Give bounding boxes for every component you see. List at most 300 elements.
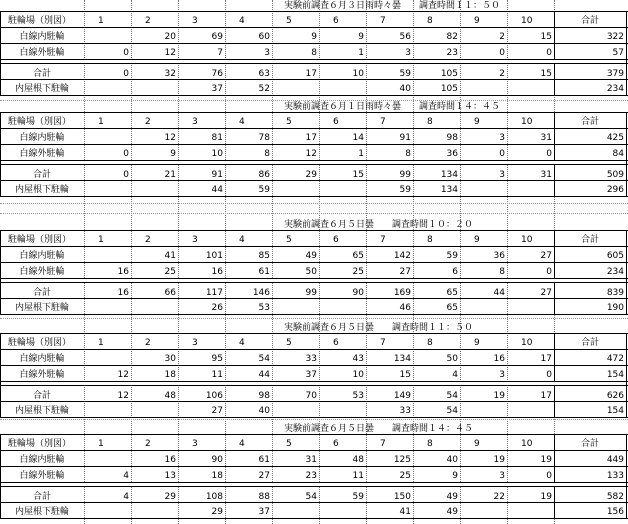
cell-value: 12 — [305, 149, 317, 159]
cell-value: 146 — [252, 288, 270, 298]
table-title: 実験前調査６月５日曇 調査時間１１：５０ — [284, 323, 474, 333]
column-header: 3 — [192, 235, 198, 245]
row-total-value: 379 — [606, 69, 624, 79]
row-gap — [1, 60, 626, 63]
cell-value: 29 — [164, 492, 176, 502]
table-title: 実験前調査６月１日雨時々曇 調査時間１４：４５ — [284, 102, 501, 112]
column-header: 8 — [427, 117, 433, 127]
cell-value — [319, 185, 364, 196]
cell-value: 17 — [305, 133, 317, 143]
column-header: 6 — [333, 16, 339, 26]
cell-value: 25 — [164, 267, 176, 277]
cell-value: 44 — [493, 288, 505, 298]
cell-value: 65 — [446, 303, 458, 313]
cell-value: 0 — [546, 471, 552, 481]
cell-value: 0 — [499, 48, 505, 58]
column-header: 10 — [521, 117, 533, 127]
row-label-total: 合計 — [32, 288, 51, 298]
table-border — [626, 230, 627, 314]
column-header: 4 — [239, 338, 245, 348]
cell-value: 9 — [358, 32, 364, 42]
column-header: 5 — [286, 439, 292, 449]
cell-value: 10 — [352, 370, 364, 380]
cell-value — [272, 406, 317, 417]
cell-value — [507, 84, 552, 95]
cell-value: 134 — [440, 170, 458, 180]
cell-value: 7 — [217, 48, 223, 58]
cell-value — [507, 406, 552, 417]
total-column-header: 合計 — [580, 117, 599, 127]
cell-value: 149 — [393, 391, 411, 401]
cell-value: 9 — [452, 471, 458, 481]
survey-table — [0, 101, 628, 201]
table-rule — [0, 385, 628, 386]
cell-value: 1 — [358, 149, 364, 159]
cell-value: 8 — [405, 149, 411, 159]
cell-value: 16 — [117, 267, 129, 277]
cell-value: 3 — [499, 370, 505, 380]
cell-value: 15 — [352, 170, 364, 180]
cell-value — [272, 185, 317, 196]
cell-value: 54 — [258, 354, 270, 364]
cell-value: 66 — [164, 288, 176, 298]
cell-value — [84, 133, 129, 144]
cell-value: 22 — [493, 492, 505, 502]
cell-value: 23 — [446, 48, 458, 58]
column-header: 2 — [145, 439, 151, 449]
cell-value: 90 — [211, 455, 223, 465]
column-header: 9 — [474, 338, 480, 348]
cell-value: 25 — [352, 267, 364, 277]
cell-value: 78 — [258, 133, 270, 143]
cell-value — [319, 84, 364, 95]
cell-value: 0 — [123, 69, 129, 79]
cell-value: 4 — [123, 492, 129, 502]
row-label-outside: 白線外駐輪 — [19, 370, 65, 380]
cell-value: 69 — [211, 32, 223, 42]
column-header: 6 — [333, 117, 339, 127]
cell-value: 54 — [446, 391, 458, 401]
cell-value: 25 — [399, 471, 411, 481]
cell-value: 3 — [499, 170, 505, 180]
cell-value: 61 — [258, 455, 270, 465]
cell-value: 18 — [211, 471, 223, 481]
row-gap — [1, 483, 626, 486]
row-total-value: 509 — [606, 170, 624, 180]
cell-value: 85 — [258, 251, 270, 261]
cell-value: 0 — [123, 48, 129, 58]
cell-value: 12 — [164, 48, 176, 58]
cell-value: 44 — [258, 370, 270, 380]
cell-value: 40 — [399, 84, 411, 94]
cell-value: 36 — [493, 251, 505, 261]
cell-value: 11 — [352, 471, 364, 481]
cell-value: 29 — [305, 170, 317, 180]
cell-value: 32 — [164, 69, 176, 79]
row-total-value: 322 — [606, 32, 624, 42]
cell-value: 0 — [499, 149, 505, 159]
cell-value: 16 — [164, 455, 176, 465]
cell-value — [84, 84, 129, 95]
column-header: 2 — [145, 16, 151, 26]
cell-value: 12 — [164, 133, 176, 143]
column-header: 3 — [192, 439, 198, 449]
cell-value: 23 — [305, 471, 317, 481]
cell-value: 54 — [305, 492, 317, 502]
cell-value: 3 — [499, 471, 505, 481]
cell-value — [507, 185, 552, 196]
cell-value — [84, 32, 129, 43]
block-separator — [0, 213, 628, 214]
cell-value: 142 — [393, 251, 411, 261]
cell-value — [84, 507, 129, 518]
cell-value: 60 — [258, 32, 270, 42]
cell-value: 169 — [393, 288, 411, 298]
row-total-value: 57 — [612, 48, 624, 58]
cell-value: 52 — [258, 84, 270, 94]
cell-value: 0 — [123, 170, 129, 180]
cell-value: 19 — [540, 492, 552, 502]
block-separator — [0, 318, 628, 319]
cell-value — [131, 507, 176, 518]
cell-value: 29 — [211, 507, 223, 517]
cell-value: 98 — [258, 391, 270, 401]
cell-value: 63 — [258, 69, 270, 79]
cell-value: 0 — [546, 370, 552, 380]
table-rule — [0, 365, 628, 366]
column-header: 1 — [98, 235, 104, 245]
cell-value: 48 — [352, 455, 364, 465]
cell-value: 91 — [399, 133, 411, 143]
header-label: 駐輪場（別図） — [8, 235, 72, 245]
row-total-value: 133 — [606, 471, 624, 481]
row-gap — [1, 279, 626, 282]
cell-value: 46 — [399, 303, 411, 313]
row-total-value: 154 — [606, 406, 624, 416]
table-rule — [0, 112, 628, 113]
cell-value: 36 — [446, 149, 458, 159]
total-column-header: 合計 — [580, 338, 599, 348]
cell-value: 59 — [446, 251, 458, 261]
cell-value: 2 — [499, 32, 505, 42]
row-label-roof: 内屋根下駐輪 — [14, 303, 69, 313]
cell-value: 16 — [117, 288, 129, 298]
column-header: 8 — [427, 338, 433, 348]
table-rule — [0, 262, 628, 263]
table-title: 実験前調査６月５日曇 調査時間１０：２０ — [284, 220, 474, 230]
cell-value: 4 — [452, 370, 458, 380]
column-header: 4 — [239, 117, 245, 127]
row-total-value: 234 — [606, 267, 624, 277]
row-label-inside: 白線内駐輪 — [19, 133, 65, 143]
cell-value: 9 — [311, 32, 317, 42]
column-header: 2 — [145, 235, 151, 245]
table-border — [626, 333, 627, 417]
column-header: 9 — [474, 16, 480, 26]
table-rule — [0, 518, 628, 519]
column-header: 7 — [380, 338, 386, 348]
cell-value: 17 — [305, 69, 317, 79]
cell-value: 17 — [540, 391, 552, 401]
cell-value: 99 — [399, 170, 411, 180]
table-rule — [0, 282, 628, 283]
cell-value: 50 — [446, 354, 458, 364]
cell-value: 53 — [352, 391, 364, 401]
cell-value: 59 — [258, 185, 270, 195]
column-header: 3 — [192, 338, 198, 348]
cell-value: 99 — [305, 288, 317, 298]
column-header: 9 — [474, 439, 480, 449]
cell-value — [84, 455, 129, 466]
cell-value — [131, 303, 176, 314]
cell-value: 19 — [540, 455, 552, 465]
cell-value: 49 — [305, 251, 317, 261]
cell-value: 20 — [164, 32, 176, 42]
cell-value: 56 — [399, 32, 411, 42]
row-label-inside: 白線内駐輪 — [19, 455, 65, 465]
column-header: 5 — [286, 117, 292, 127]
row-label-total: 合計 — [32, 69, 51, 79]
row-total-value: 156 — [606, 507, 624, 517]
cell-value: 11 — [211, 370, 223, 380]
table-rule — [0, 11, 628, 12]
cell-value: 59 — [352, 492, 364, 502]
cell-value — [84, 406, 129, 417]
cell-value: 98 — [446, 133, 458, 143]
column-header: 7 — [380, 16, 386, 26]
cell-value — [84, 251, 129, 262]
cell-value: 10 — [211, 149, 223, 159]
column-header: 10 — [521, 338, 533, 348]
row-label-roof: 内屋根下駐輪 — [14, 507, 69, 517]
cell-value: 8 — [499, 267, 505, 277]
cell-value — [84, 354, 129, 365]
table-rule — [0, 164, 628, 165]
cell-value: 81 — [211, 133, 223, 143]
cell-value — [272, 507, 317, 518]
column-header: 8 — [427, 439, 433, 449]
cell-value: 37 — [258, 507, 270, 517]
cell-value: 76 — [211, 69, 223, 79]
cell-value: 16 — [493, 354, 505, 364]
cell-value: 1 — [358, 48, 364, 58]
cell-value — [460, 84, 505, 95]
cell-value: 16 — [211, 267, 223, 277]
cell-value — [272, 303, 317, 314]
row-label-outside: 白線外駐輪 — [19, 471, 65, 481]
table-rule — [0, 417, 628, 418]
row-total-value: 582 — [606, 492, 624, 502]
cell-value — [460, 406, 505, 417]
cell-value: 10 — [352, 69, 364, 79]
cell-value: 18 — [164, 370, 176, 380]
header-label: 駐輪場（別図） — [8, 16, 72, 26]
cell-value: 41 — [164, 251, 176, 261]
row-total-value: 425 — [606, 133, 624, 143]
cell-value: 65 — [446, 288, 458, 298]
cell-value: 27 — [211, 406, 223, 416]
cell-value: 0 — [546, 149, 552, 159]
table-border — [626, 11, 627, 95]
column-header: 3 — [192, 16, 198, 26]
column-header: 2 — [145, 338, 151, 348]
cell-value: 59 — [399, 185, 411, 195]
row-total-value: 449 — [606, 455, 624, 465]
cell-value: 12 — [117, 370, 129, 380]
block-separator — [0, 100, 628, 101]
table-border — [626, 434, 627, 518]
table-rule — [0, 314, 628, 315]
table-rule — [0, 63, 628, 64]
cell-value — [131, 406, 176, 417]
cell-value: 14 — [352, 133, 364, 143]
cell-value — [319, 406, 364, 417]
cell-value — [319, 303, 364, 314]
row-label-total: 合計 — [32, 492, 51, 502]
survey-table — [0, 322, 628, 422]
table-rule — [0, 349, 628, 350]
row-total-value: 234 — [606, 84, 624, 94]
cell-value: 15 — [540, 69, 552, 79]
cell-value: 2 — [499, 69, 505, 79]
column-header: 1 — [98, 439, 104, 449]
table-rule — [0, 246, 628, 247]
cell-value: 59 — [399, 69, 411, 79]
total-column-header: 合計 — [580, 235, 599, 245]
row-total-value: 839 — [606, 288, 624, 298]
table-rule — [0, 466, 628, 467]
cell-value: 19 — [493, 391, 505, 401]
column-header: 1 — [98, 338, 104, 348]
cell-value — [507, 507, 552, 518]
cell-value: 33 — [399, 406, 411, 416]
cell-value: 49 — [446, 507, 458, 517]
table-border — [626, 112, 627, 196]
cell-value: 12 — [117, 391, 129, 401]
row-label-total: 合計 — [32, 170, 51, 180]
cell-value: 6 — [452, 267, 458, 277]
cell-value: 101 — [205, 251, 223, 261]
row-label-inside: 白線内駐輪 — [19, 32, 65, 42]
column-header: 1 — [98, 16, 104, 26]
cell-value: 50 — [305, 267, 317, 277]
cell-value: 31 — [540, 133, 552, 143]
cell-value: 150 — [393, 492, 411, 502]
table-title: 実験前調査６月３日雨時々曇 調査時間１１：５０ — [284, 1, 501, 11]
cell-value: 40 — [446, 455, 458, 465]
column-header: 9 — [474, 117, 480, 127]
column-header: 1 — [98, 117, 104, 127]
cell-value: 65 — [352, 251, 364, 261]
cell-value: 27 — [399, 267, 411, 277]
table-rule — [0, 128, 628, 129]
header-label: 駐輪場（別図） — [8, 439, 72, 449]
cell-value — [460, 303, 505, 314]
cell-value: 15 — [399, 370, 411, 380]
cell-value: 30 — [164, 354, 176, 364]
cell-value: 70 — [305, 391, 317, 401]
row-label-inside: 白線内駐輪 — [19, 251, 65, 261]
column-header: 10 — [521, 235, 533, 245]
total-column-header: 合計 — [580, 439, 599, 449]
table-rule — [0, 333, 628, 334]
column-header: 4 — [239, 439, 245, 449]
cell-value: 41 — [399, 507, 411, 517]
column-header: 9 — [474, 235, 480, 245]
cell-value: 33 — [305, 354, 317, 364]
cell-value: 43 — [352, 354, 364, 364]
cell-value: 61 — [258, 267, 270, 277]
total-column-header: 合計 — [580, 16, 599, 26]
column-header: 6 — [333, 235, 339, 245]
cell-value: 21 — [164, 170, 176, 180]
cell-value: 27 — [540, 251, 552, 261]
column-header: 5 — [286, 338, 292, 348]
block-separator — [0, 419, 628, 420]
row-label-outside: 白線外駐輪 — [19, 267, 65, 277]
column-header: 5 — [286, 235, 292, 245]
cell-value: 86 — [258, 170, 270, 180]
cell-value: 31 — [305, 455, 317, 465]
column-header: 10 — [521, 16, 533, 26]
cell-value — [507, 303, 552, 314]
column-header: 5 — [286, 16, 292, 26]
row-label-outside: 白線外駐輪 — [19, 149, 65, 159]
column-header: 7 — [380, 235, 386, 245]
column-header: 10 — [521, 439, 533, 449]
row-total-value: 472 — [606, 354, 624, 364]
survey-table — [0, 0, 628, 100]
cell-value: 134 — [393, 354, 411, 364]
row-gap — [1, 161, 626, 164]
row-gap — [1, 382, 626, 385]
row-total-value: 605 — [606, 251, 624, 261]
cell-value: 105 — [440, 69, 458, 79]
survey-table — [0, 219, 628, 319]
table-rule — [0, 434, 628, 435]
table-rule — [0, 144, 628, 145]
column-header: 3 — [192, 117, 198, 127]
cell-value: 49 — [446, 492, 458, 502]
cell-value: 95 — [211, 354, 223, 364]
block-separator — [0, 203, 628, 204]
cell-value: 15 — [540, 32, 552, 42]
column-header: 4 — [239, 235, 245, 245]
column-header: 7 — [380, 117, 386, 127]
column-header: 8 — [427, 235, 433, 245]
cell-value: 9 — [170, 149, 176, 159]
cell-value: 106 — [205, 391, 223, 401]
cell-value: 8 — [264, 149, 270, 159]
cell-value: 48 — [164, 391, 176, 401]
table-rule — [0, 450, 628, 451]
cell-value: 90 — [352, 288, 364, 298]
cell-value: 0 — [546, 267, 552, 277]
column-header: 2 — [145, 117, 151, 127]
table-title: 実験前調査６月５日曇 調査時間１４：４５ — [284, 424, 474, 434]
header-label: 駐輪場（別図） — [8, 338, 72, 348]
cell-value — [460, 507, 505, 518]
cell-value: 27 — [258, 471, 270, 481]
cell-value: 117 — [205, 288, 223, 298]
row-label-total: 合計 — [32, 391, 51, 401]
row-total-value: 190 — [606, 303, 624, 313]
row-total-value: 296 — [606, 185, 624, 195]
cell-value: 37 — [305, 370, 317, 380]
column-header: 8 — [427, 16, 433, 26]
cell-value: 44 — [211, 185, 223, 195]
row-total-value: 84 — [612, 149, 624, 159]
